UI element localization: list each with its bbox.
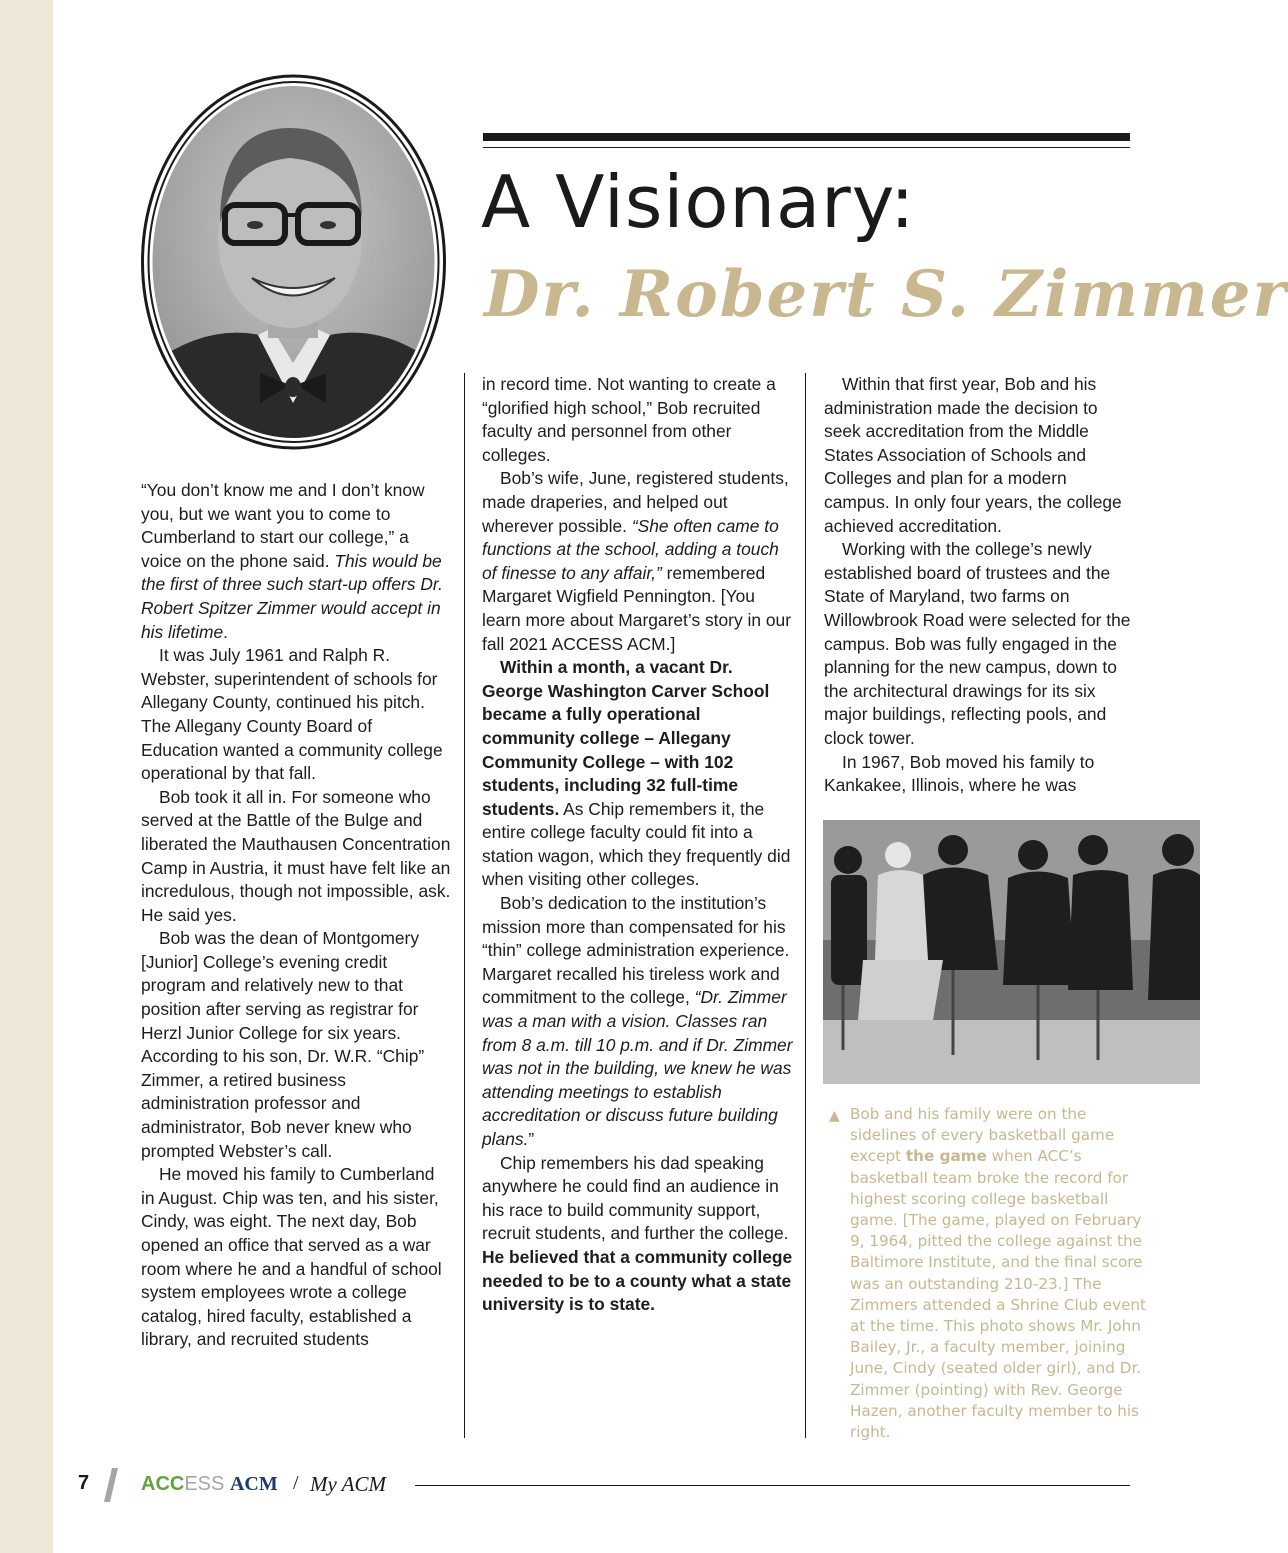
paragraph-text: Bob’s wife, June, registered students, made draperies, and helped out wherever possible. bbox=[482, 468, 789, 536]
italic-text: “She often came to functions at the school, adding a touch of finesse to any affair,” bbox=[482, 515, 779, 583]
article-column-1 bbox=[141, 479, 451, 1352]
slash-decoration-icon bbox=[104, 1468, 118, 1502]
paragraph-text: “You don’t know me and I don’t know you, but we want you to come to Cumberland to start our college,” a voice on the phone said. bbox=[141, 480, 425, 571]
column-divider bbox=[464, 373, 465, 1438]
paragraph-text: As Chip remembers it, the entire college faculty could fit into a station wagon, which they frequently did when visiting other colleges. bbox=[482, 798, 791, 890]
page-title: A Visionary: bbox=[481, 160, 916, 244]
paragraph-text: . bbox=[223, 621, 228, 642]
page-subtitle: Dr. Robert S. Zimmer bbox=[484, 257, 1288, 332]
caption-bold-text: the game bbox=[905, 1147, 987, 1166]
left-margin-strip bbox=[0, 0, 53, 1553]
paragraph: Within that first year, Bob and his administration made the decision to seek accreditation from the Middle States Association of Schools and Colleges and plan for a modern campus. In only four years, the college achieved accreditation. bbox=[824, 374, 1122, 536]
paragraph bbox=[482, 1152, 794, 1317]
article-column-2 bbox=[482, 373, 794, 1317]
footer-section: My ACM bbox=[310, 1472, 387, 1496]
footer-separator: / bbox=[293, 1472, 299, 1494]
paragraph-text: ” bbox=[528, 1129, 535, 1149]
footer-rule bbox=[415, 1485, 1130, 1486]
paragraph: In 1967, Bob moved his family to Kankakee, Illinois, where he was bbox=[824, 751, 1095, 796]
paragraph bbox=[482, 467, 794, 656]
paragraph-text: Bob’s dedication to the institution’s mission more than compensated for his “thin” college administration experience. Margaret recalled his tireless work and commitment to the college, bbox=[482, 893, 790, 1008]
brand-ess: ESS bbox=[184, 1473, 225, 1495]
bold-text: He believed that a community college needed to be to a county what a state university is to state. bbox=[482, 1246, 793, 1315]
paragraph: Working with the college’s newly established board of trustees and the State of Maryland, two farms on Willowbrook Road were selected for the campus. Bob was fully engaged in the planning for the new campus, down to the architectural drawings for its six major buildings, reflecting pools, and clock tower. bbox=[824, 539, 1131, 748]
paragraph: Bob was the dean of Montgomery [Junior] College’s evening credit program and relatively new to that position after serving as registrar for Herzl Junior College for six years. According to his son, Dr. W.R. “Chip” Zimmer, a retired business administration professor and administrator, Bob never knew who prompted Webster’s call. bbox=[141, 928, 425, 1161]
paragraph: It was July 1961 and Ralph R. Webster, superintendent of schools for Allegany County, continued his pitch. The Allegany County Board of Education wanted a community college operational by that fall. bbox=[141, 645, 443, 784]
paragraph: Bob took it all in. For someone who served at the Battle of the Bulge and liberated the Mauthausen Concentration Camp in Austria, it must have felt like an incredulous, though not impossible, ask. bbox=[141, 786, 451, 902]
article-column-3 bbox=[824, 373, 1134, 798]
photo-caption bbox=[829, 1104, 1149, 1443]
paragraph bbox=[482, 656, 794, 892]
title-rule-thin bbox=[483, 147, 1130, 148]
caption-text bbox=[850, 1104, 1149, 1443]
portrait-photo bbox=[140, 73, 447, 451]
paragraph-text: Chip remembers his dad speaking anywhere he could find an audience in his race to build community support, recruit students, and further the college. bbox=[482, 1152, 789, 1244]
caption-text-part: when ACC’s basketball team broke the record for highest scoring college basketball game. [The game, played on February 9, 1964, pitted the college against the Baltimore Institute, and the final score was an outstanding 210-23.] The Zimmers attended a Shrine Club event at the time. This photo shows Mr. John Bailey, Jr., a faculty member, joining June, Cindy (seated older girl), and Dr. Zimmer (pointing) with Rev. George Hazen, another faculty member to his right. bbox=[850, 1147, 1147, 1442]
bold-text: Within a month, a vacant Dr. George Washington Carver School became a fully operational community college – Allegany Community College – with 102 students, including 32 full-time students. bbox=[482, 657, 770, 819]
paragraph bbox=[482, 892, 794, 1152]
italic-text: This would be the first of three such start-up offers Dr. Robert Spitzer Zimmer would accept in his lifetime bbox=[141, 550, 443, 642]
brand-logo bbox=[141, 1473, 278, 1496]
triangle-up-icon: ▲ bbox=[829, 1108, 840, 1124]
basketball-event-photo bbox=[823, 820, 1200, 1084]
brand-acm: ACM bbox=[229, 1473, 278, 1495]
brand-acc: ACC bbox=[141, 1473, 185, 1495]
paragraph-text: remembered Margaret Wigfield Pennington. [You learn more about Margaret’s story in our fall 2021 ACCESS ACM.] bbox=[482, 562, 791, 654]
italic-text: “Dr. Zimmer was a man with a vision. Classes ran from 8 a.m. till 10 p.m. and if Dr. Zimmer was not in the building, we knew he was attending meetings to establish accreditation or discuss future building plans. bbox=[482, 987, 793, 1149]
column-divider bbox=[805, 373, 806, 1438]
paragraph: in record time. Not wanting to create a “glorified high school,” Bob recruited faculty and personnel from other colleges. bbox=[482, 374, 776, 465]
paragraph: He moved his family to Cumberland in August. Chip was ten, and his sister, Cindy, was eight. The next day, Bob opened an office that served as a war room where he and a handful of school system employees wrote a college catalog, hired faculty, established a library, and recruited students bbox=[141, 1164, 442, 1350]
paragraph bbox=[141, 479, 451, 644]
caption-text-part: Bob and his family were on the sidelines of every basketball game except bbox=[850, 1105, 1115, 1166]
title-rule bbox=[483, 133, 1130, 141]
paragraph: He said yes. bbox=[141, 904, 237, 925]
page-number: 7 bbox=[78, 1472, 90, 1494]
